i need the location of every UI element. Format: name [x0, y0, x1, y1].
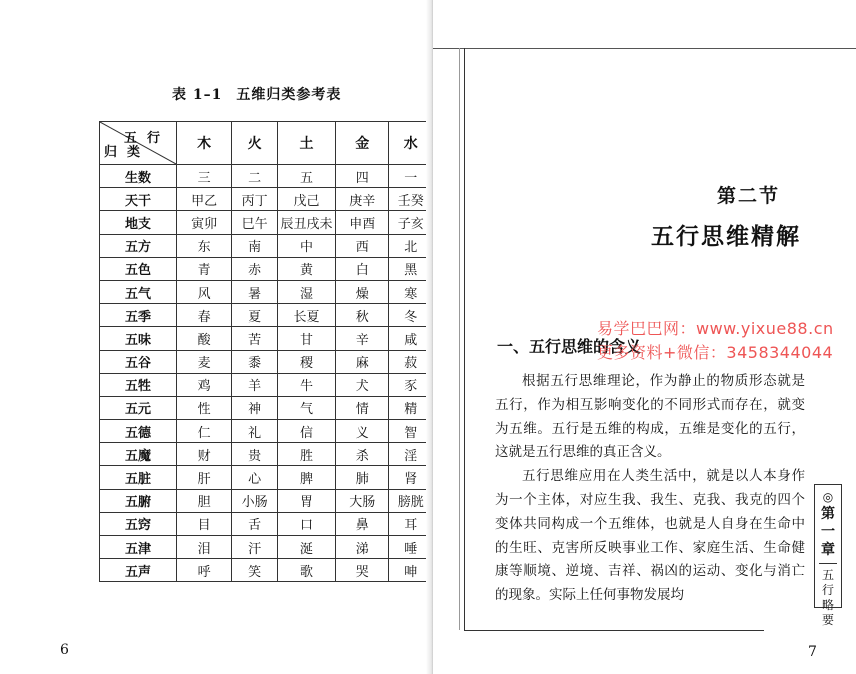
table-cell: 麻: [336, 350, 389, 373]
table-cell: 肺: [336, 466, 389, 489]
table-cell: 冬: [389, 304, 433, 327]
table-cell: 涎: [277, 536, 335, 559]
table-cell: 稷: [277, 350, 335, 373]
table-cell: 膀胱: [389, 489, 433, 512]
table-cell: 涕: [336, 536, 389, 559]
table-cell: 精: [389, 396, 433, 419]
table-row: [100, 211, 433, 234]
table-cell: 西: [336, 234, 389, 257]
table-cell: 性: [177, 396, 232, 419]
table-cell: 湿: [277, 280, 335, 303]
table-cell: 泪: [177, 536, 232, 559]
row-label: 五气: [100, 280, 177, 303]
table-cell: 呼: [177, 559, 232, 582]
table-row: [100, 466, 433, 489]
table-row: [100, 420, 433, 443]
corner-cell: [100, 122, 177, 165]
table-row: [100, 350, 433, 373]
row-label: 五季: [100, 304, 177, 327]
chapter-char: 章: [821, 542, 835, 558]
column-header: 土: [277, 122, 335, 165]
table-row: [100, 165, 433, 188]
corner-top-label: 五行: [123, 131, 170, 146]
table-cell: 咸: [389, 327, 433, 350]
table-cell: 鸡: [177, 373, 232, 396]
table-cell: 南: [232, 234, 277, 257]
table-cell: 胜: [277, 443, 335, 466]
table-cell: 大肠: [336, 489, 389, 512]
table-cell: 夏: [232, 304, 277, 327]
chapter-char: 一: [821, 524, 835, 540]
table-cell: 苦: [232, 327, 277, 350]
table-cell: 耳: [389, 512, 433, 535]
table-cell: 歌: [277, 559, 335, 582]
table-cell: 一: [389, 165, 433, 188]
section-label: 第二节: [717, 185, 781, 207]
table-cell: 丙丁: [232, 188, 277, 211]
row-label: 五方: [100, 234, 177, 257]
table-cell: 辰丑戌未: [277, 211, 335, 234]
table-cell: 目: [177, 512, 232, 535]
tab-divider: [819, 563, 837, 564]
chapter-subtitle-char: 略: [821, 598, 834, 612]
paragraph: 五行思维应用在人类生活中，就是以人本身作为一个主体，对应生我、我生、克我、我克的四个变体共同构成一个五维体，也就是人自身在生命中的生旺、克害所反映事业工作、家庭生活、生命健康等顺境、逆境、吉祥、祸凶的运动、变化与消亡的现象。实际上任何事物发展均: [495, 468, 805, 604]
table-cell: 菽: [389, 350, 433, 373]
page-number-right: 7: [808, 644, 817, 660]
table-row: [100, 489, 433, 512]
table-cell: 舌: [232, 512, 277, 535]
table-row: [100, 280, 433, 303]
top-rule: [433, 48, 856, 49]
table-body: [100, 165, 433, 582]
table-cell: 白: [336, 257, 389, 280]
table-cell: 东: [177, 234, 232, 257]
margin-rule-outer: [459, 48, 460, 630]
table-cell: 义: [336, 420, 389, 443]
table-cell: 口: [277, 512, 335, 535]
chapter-subtitle-char: 行: [821, 583, 834, 597]
row-label: 五元: [100, 396, 177, 419]
table-cell: 仁: [177, 420, 232, 443]
table-cell: 赤: [232, 257, 277, 280]
table-row: [100, 443, 433, 466]
table-cell: 神: [232, 396, 277, 419]
table-cell: 哭: [336, 559, 389, 582]
table-cell: 风: [177, 280, 232, 303]
row-label: 五声: [100, 559, 177, 582]
row-label: 五腑: [100, 489, 177, 512]
page-number-left: 6: [60, 642, 69, 658]
table-cell: 信: [277, 420, 335, 443]
body-text: [495, 370, 805, 608]
row-label: 五味: [100, 327, 177, 350]
table-cell: 财: [177, 443, 232, 466]
row-label: 五魔: [100, 443, 177, 466]
table-row: [100, 373, 433, 396]
table-cell: 二: [232, 165, 277, 188]
table-cell: 中: [277, 234, 335, 257]
table-cell: 长夏: [277, 304, 335, 327]
table-cell: 汗: [232, 536, 277, 559]
table-row: [100, 327, 433, 350]
table-cell: 唾: [389, 536, 433, 559]
table-cell: 肾: [389, 466, 433, 489]
table-cell: 暑: [232, 280, 277, 303]
table-cell: 辛: [336, 327, 389, 350]
table-cell: 礼: [232, 420, 277, 443]
row-label: 生数: [100, 165, 177, 188]
table-row: [100, 188, 433, 211]
table-cell: 心: [232, 466, 277, 489]
table-cell: 犬: [336, 373, 389, 396]
row-label: 五窍: [100, 512, 177, 535]
chapter-char: 第: [821, 506, 835, 522]
table-title-text: 五维归类参考表: [236, 87, 342, 103]
table-cell: 羊: [232, 373, 277, 396]
chapter-side-tab: [814, 484, 842, 627]
row-label: 五谷: [100, 350, 177, 373]
table-cell: 呻: [389, 559, 433, 582]
table-cell: 黄: [277, 257, 335, 280]
table-cell: 胃: [277, 489, 335, 512]
table-title: [172, 84, 341, 104]
section-title: 五行思维精解: [651, 223, 801, 250]
table-cell: 牛: [277, 373, 335, 396]
table-cell: 申酉: [336, 211, 389, 234]
table-cell: 豕: [389, 373, 433, 396]
table-cell: 春: [177, 304, 232, 327]
corner-bottom-label: 归类: [104, 145, 151, 160]
row-label: 五津: [100, 536, 177, 559]
table-cell: 麦: [177, 350, 232, 373]
column-header: 金: [336, 122, 389, 165]
table-cell: 笑: [232, 559, 277, 582]
table-cell: 子亥: [389, 211, 433, 234]
table-number: 表 1–1: [172, 87, 223, 103]
circle-icon: ◎: [822, 490, 834, 504]
table-cell: 四: [336, 165, 389, 188]
table-row: [100, 234, 433, 257]
table-cell: 肝: [177, 466, 232, 489]
table-cell: 三: [177, 165, 232, 188]
table-cell: 贵: [232, 443, 277, 466]
column-header: 水: [389, 122, 433, 165]
chapter-subtitle-char: 要: [821, 613, 834, 627]
margin-rule: [464, 48, 465, 630]
table-cell: 淫: [389, 443, 433, 466]
row-label: 五德: [100, 420, 177, 443]
watermark-contact: 更多资料+微信：3458344044: [597, 343, 834, 362]
column-header: 火: [232, 122, 277, 165]
table-row: [100, 536, 433, 559]
row-label: 天干: [100, 188, 177, 211]
table-row: [100, 257, 433, 280]
table-cell: 黍: [232, 350, 277, 373]
paragraph: 根据五行思维理论，作为静止的物质形态就是五行，作为相互影响变化的不同形式而存在，就变为五维。五行是五维的构成，五维是变化的五行，这就是五行思维的真正含义。: [495, 373, 805, 461]
table-cell: 秋: [336, 304, 389, 327]
table-cell: 五: [277, 165, 335, 188]
bottom-rule: [464, 630, 764, 631]
chapter-subtitle-char: 五: [821, 568, 834, 582]
five-elements-table: [99, 121, 433, 582]
table-cell: 戊己: [277, 188, 335, 211]
table-row: [100, 512, 433, 535]
table-cell: 巳午: [232, 211, 277, 234]
table-cell: 寒: [389, 280, 433, 303]
row-label: 五牲: [100, 373, 177, 396]
table-cell: 气: [277, 396, 335, 419]
table-cell: 酸: [177, 327, 232, 350]
table-cell: 庚辛: [336, 188, 389, 211]
table-row: [100, 304, 433, 327]
table-cell: 青: [177, 257, 232, 280]
table-cell: 脾: [277, 466, 335, 489]
table-cell: 情: [336, 396, 389, 419]
column-header: 木: [177, 122, 232, 165]
table-cell: 智: [389, 420, 433, 443]
watermark-site: 易学巴巴网：www.yixue88.cn: [597, 319, 834, 338]
table-cell: 杀: [336, 443, 389, 466]
table-cell: 小肠: [232, 489, 277, 512]
row-label: 五脏: [100, 466, 177, 489]
table-cell: 北: [389, 234, 433, 257]
table-cell: 胆: [177, 489, 232, 512]
table-header-row: [100, 122, 433, 165]
table-cell: 寅卯: [177, 211, 232, 234]
table-cell: 鼻: [336, 512, 389, 535]
table-cell: 黑: [389, 257, 433, 280]
table-cell: 壬癸: [389, 188, 433, 211]
table-cell: 甘: [277, 327, 335, 350]
row-label: 地支: [100, 211, 177, 234]
row-label: 五色: [100, 257, 177, 280]
right-page: [433, 0, 856, 674]
table-cell: 燥: [336, 280, 389, 303]
table-cell: 甲乙: [177, 188, 232, 211]
table-row: [100, 559, 433, 582]
table-row: [100, 396, 433, 419]
subsection-heading: 一、五行思维的含义: [497, 337, 642, 356]
